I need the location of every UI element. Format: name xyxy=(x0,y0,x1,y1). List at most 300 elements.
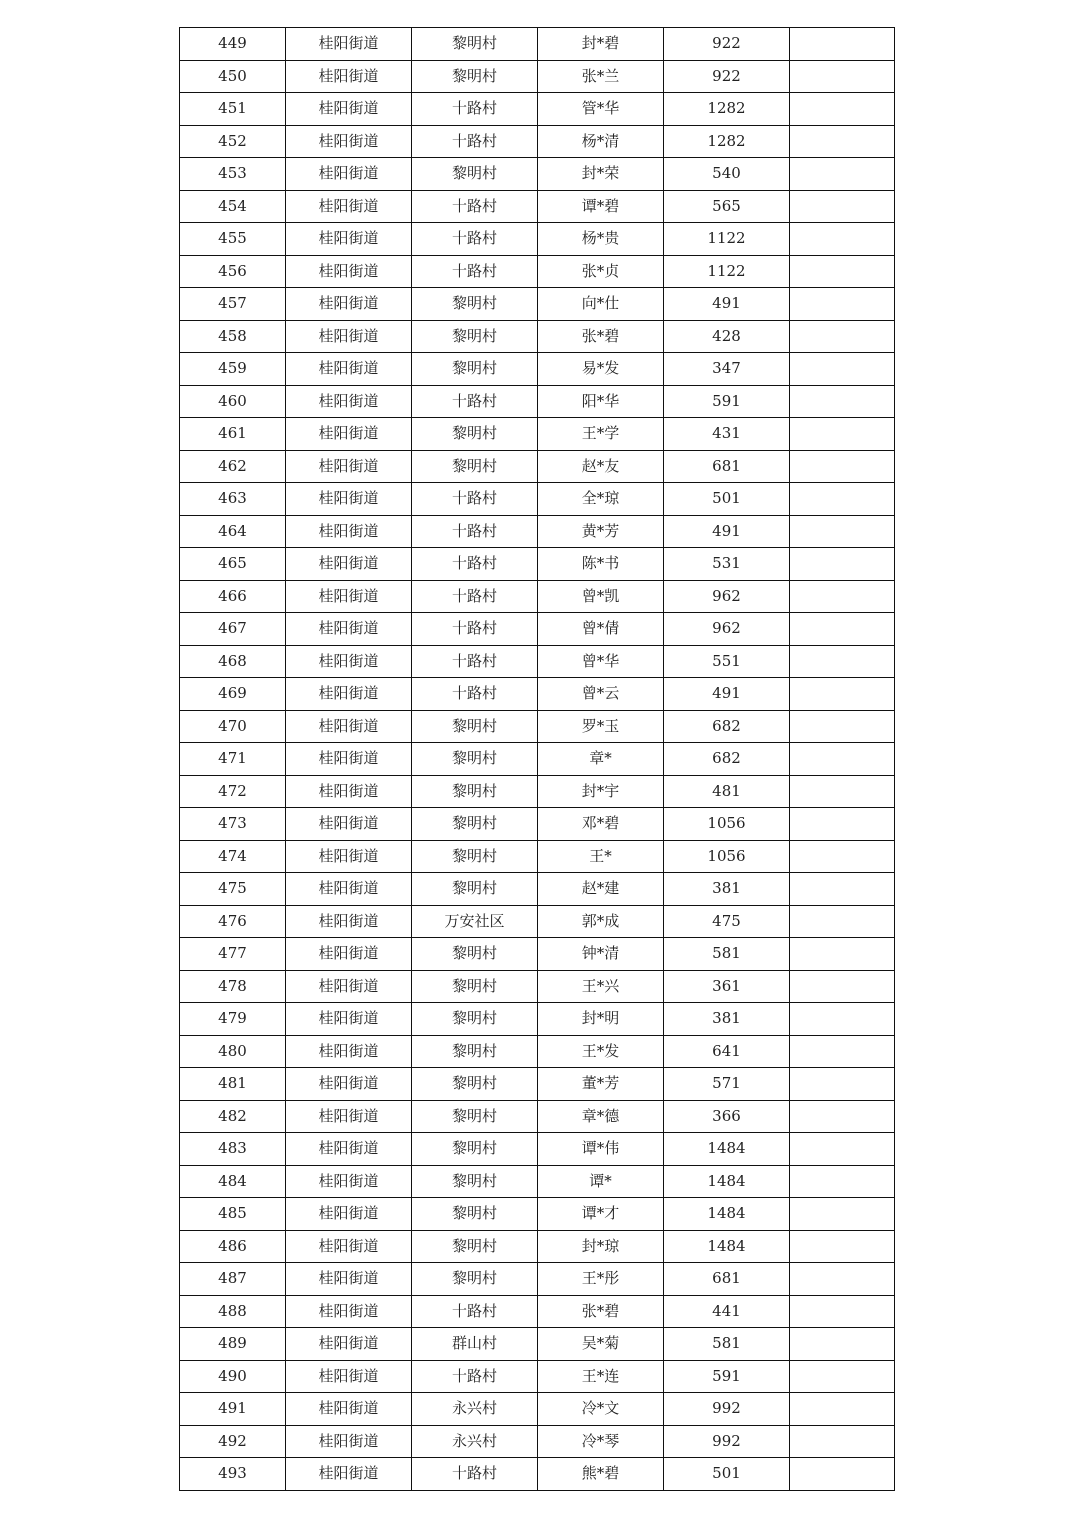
village-cell: 黎明村 xyxy=(412,320,538,353)
table-row xyxy=(180,1035,895,1068)
name-cell: 谭*碧 xyxy=(538,190,664,223)
amount-cell: 381 xyxy=(664,1003,790,1036)
name-cell: 吴*菊 xyxy=(538,1328,664,1361)
remark-cell xyxy=(790,970,895,1003)
serial-number-cell: 472 xyxy=(180,775,286,808)
serial-number-cell: 480 xyxy=(180,1035,286,1068)
table-row xyxy=(180,158,895,191)
name-cell: 王*学 xyxy=(538,418,664,451)
village-cell: 黎明村 xyxy=(412,60,538,93)
village-cell: 黎明村 xyxy=(412,808,538,841)
remark-cell xyxy=(790,775,895,808)
remark-cell xyxy=(790,1003,895,1036)
remark-cell xyxy=(790,60,895,93)
street-cell: 桂阳街道 xyxy=(286,645,412,678)
table-row xyxy=(180,483,895,516)
serial-number-cell: 460 xyxy=(180,385,286,418)
street-cell: 桂阳街道 xyxy=(286,1328,412,1361)
amount-cell: 581 xyxy=(664,938,790,971)
table-row xyxy=(180,353,895,386)
amount-cell: 551 xyxy=(664,645,790,678)
remark-cell xyxy=(790,613,895,646)
amount-cell: 581 xyxy=(664,1328,790,1361)
village-cell: 黎明村 xyxy=(412,1133,538,1166)
street-cell: 桂阳街道 xyxy=(286,1458,412,1491)
table-row xyxy=(180,223,895,256)
serial-number-cell: 493 xyxy=(180,1458,286,1491)
village-cell: 十路村 xyxy=(412,548,538,581)
serial-number-cell: 483 xyxy=(180,1133,286,1166)
village-cell: 黎明村 xyxy=(412,775,538,808)
remark-cell xyxy=(790,1100,895,1133)
village-cell: 黎明村 xyxy=(412,1263,538,1296)
name-cell: 易*发 xyxy=(538,353,664,386)
name-cell: 封*碧 xyxy=(538,28,664,61)
remark-cell xyxy=(790,1458,895,1491)
table-row xyxy=(180,1165,895,1198)
street-cell: 桂阳街道 xyxy=(286,1133,412,1166)
name-cell: 王*发 xyxy=(538,1035,664,1068)
beneficiary-table xyxy=(179,27,895,1491)
remark-cell xyxy=(790,483,895,516)
amount-cell: 491 xyxy=(664,515,790,548)
table-row xyxy=(180,1068,895,1101)
name-cell: 郭*成 xyxy=(538,905,664,938)
amount-cell: 1122 xyxy=(664,255,790,288)
remark-cell xyxy=(790,385,895,418)
street-cell: 桂阳街道 xyxy=(286,1100,412,1133)
amount-cell: 681 xyxy=(664,450,790,483)
street-cell: 桂阳街道 xyxy=(286,288,412,321)
table-row xyxy=(180,645,895,678)
name-cell: 曾*云 xyxy=(538,678,664,711)
village-cell: 黎明村 xyxy=(412,1068,538,1101)
street-cell: 桂阳街道 xyxy=(286,1263,412,1296)
serial-number-cell: 451 xyxy=(180,93,286,126)
amount-cell: 922 xyxy=(664,28,790,61)
village-cell: 永兴村 xyxy=(412,1393,538,1426)
remark-cell xyxy=(790,645,895,678)
village-cell: 黎明村 xyxy=(412,1035,538,1068)
table-row xyxy=(180,938,895,971)
amount-cell: 1484 xyxy=(664,1230,790,1263)
table-row xyxy=(180,1425,895,1458)
name-cell: 熊*碧 xyxy=(538,1458,664,1491)
serial-number-cell: 486 xyxy=(180,1230,286,1263)
name-cell: 封*荣 xyxy=(538,158,664,191)
village-cell: 黎明村 xyxy=(412,450,538,483)
amount-cell: 381 xyxy=(664,873,790,906)
village-cell: 十路村 xyxy=(412,483,538,516)
name-cell: 阳*华 xyxy=(538,385,664,418)
table-row xyxy=(180,1393,895,1426)
name-cell: 谭*伟 xyxy=(538,1133,664,1166)
serial-number-cell: 484 xyxy=(180,1165,286,1198)
serial-number-cell: 471 xyxy=(180,743,286,776)
remark-cell xyxy=(790,1165,895,1198)
serial-number-cell: 462 xyxy=(180,450,286,483)
serial-number-cell: 479 xyxy=(180,1003,286,1036)
remark-cell xyxy=(790,288,895,321)
amount-cell: 962 xyxy=(664,580,790,613)
table-row xyxy=(180,678,895,711)
amount-cell: 540 xyxy=(664,158,790,191)
amount-cell: 428 xyxy=(664,320,790,353)
street-cell: 桂阳街道 xyxy=(286,28,412,61)
name-cell: 张*碧 xyxy=(538,1295,664,1328)
remark-cell xyxy=(790,938,895,971)
name-cell: 曾*倩 xyxy=(538,613,664,646)
street-cell: 桂阳街道 xyxy=(286,548,412,581)
amount-cell: 491 xyxy=(664,678,790,711)
remark-cell xyxy=(790,905,895,938)
serial-number-cell: 481 xyxy=(180,1068,286,1101)
remark-cell xyxy=(790,1328,895,1361)
street-cell: 桂阳街道 xyxy=(286,125,412,158)
name-cell: 管*华 xyxy=(538,93,664,126)
street-cell: 桂阳街道 xyxy=(286,580,412,613)
village-cell: 黎明村 xyxy=(412,1100,538,1133)
street-cell: 桂阳街道 xyxy=(286,775,412,808)
table-row xyxy=(180,1198,895,1231)
remark-cell xyxy=(790,1068,895,1101)
street-cell: 桂阳街道 xyxy=(286,483,412,516)
street-cell: 桂阳街道 xyxy=(286,450,412,483)
street-cell: 桂阳街道 xyxy=(286,678,412,711)
street-cell: 桂阳街道 xyxy=(286,970,412,1003)
remark-cell xyxy=(790,223,895,256)
name-cell: 王* xyxy=(538,840,664,873)
table-row xyxy=(180,125,895,158)
village-cell: 黎明村 xyxy=(412,743,538,776)
name-cell: 王*连 xyxy=(538,1360,664,1393)
village-cell: 十路村 xyxy=(412,645,538,678)
table-row xyxy=(180,873,895,906)
remark-cell xyxy=(790,743,895,776)
serial-number-cell: 478 xyxy=(180,970,286,1003)
remark-cell xyxy=(790,873,895,906)
amount-cell: 565 xyxy=(664,190,790,223)
name-cell: 董*芳 xyxy=(538,1068,664,1101)
serial-number-cell: 475 xyxy=(180,873,286,906)
remark-cell xyxy=(790,125,895,158)
serial-number-cell: 485 xyxy=(180,1198,286,1231)
remark-cell xyxy=(790,808,895,841)
table-row xyxy=(180,548,895,581)
remark-cell xyxy=(790,710,895,743)
street-cell: 桂阳街道 xyxy=(286,1198,412,1231)
table-row xyxy=(180,743,895,776)
amount-cell: 1056 xyxy=(664,808,790,841)
village-cell: 黎明村 xyxy=(412,970,538,1003)
street-cell: 桂阳街道 xyxy=(286,938,412,971)
amount-cell: 361 xyxy=(664,970,790,1003)
village-cell: 黎明村 xyxy=(412,28,538,61)
village-cell: 永兴村 xyxy=(412,1425,538,1458)
name-cell: 王*兴 xyxy=(538,970,664,1003)
serial-number-cell: 464 xyxy=(180,515,286,548)
serial-number-cell: 461 xyxy=(180,418,286,451)
table-row xyxy=(180,808,895,841)
village-cell: 黎明村 xyxy=(412,1198,538,1231)
street-cell: 桂阳街道 xyxy=(286,1165,412,1198)
serial-number-cell: 465 xyxy=(180,548,286,581)
street-cell: 桂阳街道 xyxy=(286,873,412,906)
name-cell: 冷*文 xyxy=(538,1393,664,1426)
table-body xyxy=(180,28,895,1491)
name-cell: 谭*才 xyxy=(538,1198,664,1231)
village-cell: 黎明村 xyxy=(412,353,538,386)
remark-cell xyxy=(790,28,895,61)
table-row xyxy=(180,1263,895,1296)
amount-cell: 501 xyxy=(664,483,790,516)
name-cell: 谭* xyxy=(538,1165,664,1198)
remark-cell xyxy=(790,158,895,191)
amount-cell: 1122 xyxy=(664,223,790,256)
street-cell: 桂阳街道 xyxy=(286,1295,412,1328)
serial-number-cell: 457 xyxy=(180,288,286,321)
village-cell: 黎明村 xyxy=(412,938,538,971)
remark-cell xyxy=(790,678,895,711)
serial-number-cell: 474 xyxy=(180,840,286,873)
serial-number-cell: 453 xyxy=(180,158,286,191)
street-cell: 桂阳街道 xyxy=(286,1035,412,1068)
village-cell: 黎明村 xyxy=(412,1165,538,1198)
street-cell: 桂阳街道 xyxy=(286,808,412,841)
street-cell: 桂阳街道 xyxy=(286,710,412,743)
table-row xyxy=(180,418,895,451)
table-row xyxy=(180,1360,895,1393)
street-cell: 桂阳街道 xyxy=(286,60,412,93)
remark-cell xyxy=(790,93,895,126)
amount-cell: 491 xyxy=(664,288,790,321)
remark-cell xyxy=(790,1230,895,1263)
table-row xyxy=(180,613,895,646)
amount-cell: 441 xyxy=(664,1295,790,1328)
name-cell: 封*宇 xyxy=(538,775,664,808)
amount-cell: 591 xyxy=(664,1360,790,1393)
serial-number-cell: 490 xyxy=(180,1360,286,1393)
village-cell: 十路村 xyxy=(412,255,538,288)
street-cell: 桂阳街道 xyxy=(286,743,412,776)
remark-cell xyxy=(790,548,895,581)
table-row xyxy=(180,288,895,321)
table-row xyxy=(180,1458,895,1491)
name-cell: 章*德 xyxy=(538,1100,664,1133)
serial-number-cell: 473 xyxy=(180,808,286,841)
serial-number-cell: 476 xyxy=(180,905,286,938)
serial-number-cell: 449 xyxy=(180,28,286,61)
amount-cell: 682 xyxy=(664,710,790,743)
table-row xyxy=(180,710,895,743)
table-row xyxy=(180,1100,895,1133)
village-cell: 十路村 xyxy=(412,93,538,126)
table-row xyxy=(180,1295,895,1328)
amount-cell: 347 xyxy=(664,353,790,386)
remark-cell xyxy=(790,418,895,451)
name-cell: 陈*书 xyxy=(538,548,664,581)
street-cell: 桂阳街道 xyxy=(286,1230,412,1263)
village-cell: 黎明村 xyxy=(412,1003,538,1036)
street-cell: 桂阳街道 xyxy=(286,353,412,386)
table-row xyxy=(180,840,895,873)
amount-cell: 1282 xyxy=(664,125,790,158)
village-cell: 十路村 xyxy=(412,1295,538,1328)
table-row xyxy=(180,515,895,548)
street-cell: 桂阳街道 xyxy=(286,613,412,646)
village-cell: 十路村 xyxy=(412,1360,538,1393)
village-cell: 黎明村 xyxy=(412,840,538,873)
name-cell: 赵*建 xyxy=(538,873,664,906)
serial-number-cell: 467 xyxy=(180,613,286,646)
remark-cell xyxy=(790,1035,895,1068)
serial-number-cell: 450 xyxy=(180,60,286,93)
village-cell: 十路村 xyxy=(412,125,538,158)
street-cell: 桂阳街道 xyxy=(286,1360,412,1393)
table-row xyxy=(180,1230,895,1263)
name-cell: 杨*贵 xyxy=(538,223,664,256)
village-cell: 十路村 xyxy=(412,190,538,223)
street-cell: 桂阳街道 xyxy=(286,385,412,418)
amount-cell: 681 xyxy=(664,1263,790,1296)
table-row xyxy=(180,775,895,808)
amount-cell: 481 xyxy=(664,775,790,808)
street-cell: 桂阳街道 xyxy=(286,1068,412,1101)
amount-cell: 571 xyxy=(664,1068,790,1101)
table-row xyxy=(180,580,895,613)
name-cell: 钟*清 xyxy=(538,938,664,971)
village-cell: 十路村 xyxy=(412,223,538,256)
serial-number-cell: 466 xyxy=(180,580,286,613)
village-cell: 十路村 xyxy=(412,678,538,711)
village-cell: 十路村 xyxy=(412,1458,538,1491)
village-cell: 黎明村 xyxy=(412,158,538,191)
village-cell: 十路村 xyxy=(412,613,538,646)
serial-number-cell: 459 xyxy=(180,353,286,386)
village-cell: 黎明村 xyxy=(412,1230,538,1263)
serial-number-cell: 477 xyxy=(180,938,286,971)
street-cell: 桂阳街道 xyxy=(286,255,412,288)
serial-number-cell: 491 xyxy=(180,1393,286,1426)
amount-cell: 682 xyxy=(664,743,790,776)
amount-cell: 992 xyxy=(664,1425,790,1458)
street-cell: 桂阳街道 xyxy=(286,320,412,353)
name-cell: 罗*玉 xyxy=(538,710,664,743)
remark-cell xyxy=(790,450,895,483)
amount-cell: 962 xyxy=(664,613,790,646)
table-row xyxy=(180,1328,895,1361)
name-cell: 冷*琴 xyxy=(538,1425,664,1458)
table-row xyxy=(180,450,895,483)
name-cell: 封*明 xyxy=(538,1003,664,1036)
amount-cell: 922 xyxy=(664,60,790,93)
serial-number-cell: 489 xyxy=(180,1328,286,1361)
serial-number-cell: 455 xyxy=(180,223,286,256)
remark-cell xyxy=(790,515,895,548)
remark-cell xyxy=(790,190,895,223)
amount-cell: 531 xyxy=(664,548,790,581)
name-cell: 赵*友 xyxy=(538,450,664,483)
village-cell: 十路村 xyxy=(412,515,538,548)
table-row xyxy=(180,60,895,93)
table-row xyxy=(180,190,895,223)
village-cell: 黎明村 xyxy=(412,873,538,906)
table-row xyxy=(180,28,895,61)
name-cell: 全*琼 xyxy=(538,483,664,516)
street-cell: 桂阳街道 xyxy=(286,418,412,451)
serial-number-cell: 487 xyxy=(180,1263,286,1296)
name-cell: 黄*芳 xyxy=(538,515,664,548)
serial-number-cell: 468 xyxy=(180,645,286,678)
name-cell: 封*琼 xyxy=(538,1230,664,1263)
remark-cell xyxy=(790,1198,895,1231)
serial-number-cell: 458 xyxy=(180,320,286,353)
amount-cell: 431 xyxy=(664,418,790,451)
remark-cell xyxy=(790,580,895,613)
name-cell: 张*碧 xyxy=(538,320,664,353)
serial-number-cell: 488 xyxy=(180,1295,286,1328)
serial-number-cell: 456 xyxy=(180,255,286,288)
name-cell: 张*兰 xyxy=(538,60,664,93)
village-cell: 十路村 xyxy=(412,385,538,418)
amount-cell: 1056 xyxy=(664,840,790,873)
name-cell: 章* xyxy=(538,743,664,776)
street-cell: 桂阳街道 xyxy=(286,1425,412,1458)
remark-cell xyxy=(790,840,895,873)
name-cell: 曾*凯 xyxy=(538,580,664,613)
serial-number-cell: 454 xyxy=(180,190,286,223)
amount-cell: 1282 xyxy=(664,93,790,126)
amount-cell: 1484 xyxy=(664,1165,790,1198)
table-row xyxy=(180,970,895,1003)
table-row xyxy=(180,255,895,288)
street-cell: 桂阳街道 xyxy=(286,223,412,256)
table-row xyxy=(180,320,895,353)
amount-cell: 641 xyxy=(664,1035,790,1068)
amount-cell: 366 xyxy=(664,1100,790,1133)
village-cell: 黎明村 xyxy=(412,418,538,451)
amount-cell: 1484 xyxy=(664,1198,790,1231)
serial-number-cell: 452 xyxy=(180,125,286,158)
table-row xyxy=(180,385,895,418)
village-cell: 黎明村 xyxy=(412,710,538,743)
street-cell: 桂阳街道 xyxy=(286,840,412,873)
village-cell: 十路村 xyxy=(412,580,538,613)
village-cell: 黎明村 xyxy=(412,288,538,321)
serial-number-cell: 463 xyxy=(180,483,286,516)
name-cell: 邓*碧 xyxy=(538,808,664,841)
village-cell: 万安社区 xyxy=(412,905,538,938)
remark-cell xyxy=(790,320,895,353)
amount-cell: 992 xyxy=(664,1393,790,1426)
table-row xyxy=(180,1133,895,1166)
street-cell: 桂阳街道 xyxy=(286,93,412,126)
amount-cell: 501 xyxy=(664,1458,790,1491)
name-cell: 向*仕 xyxy=(538,288,664,321)
remark-cell xyxy=(790,1393,895,1426)
street-cell: 桂阳街道 xyxy=(286,1003,412,1036)
street-cell: 桂阳街道 xyxy=(286,190,412,223)
remark-cell xyxy=(790,255,895,288)
table-row xyxy=(180,1003,895,1036)
remark-cell xyxy=(790,1360,895,1393)
name-cell: 王*彤 xyxy=(538,1263,664,1296)
amount-cell: 475 xyxy=(664,905,790,938)
remark-cell xyxy=(790,1295,895,1328)
name-cell: 曾*华 xyxy=(538,645,664,678)
street-cell: 桂阳街道 xyxy=(286,1393,412,1426)
serial-number-cell: 482 xyxy=(180,1100,286,1133)
